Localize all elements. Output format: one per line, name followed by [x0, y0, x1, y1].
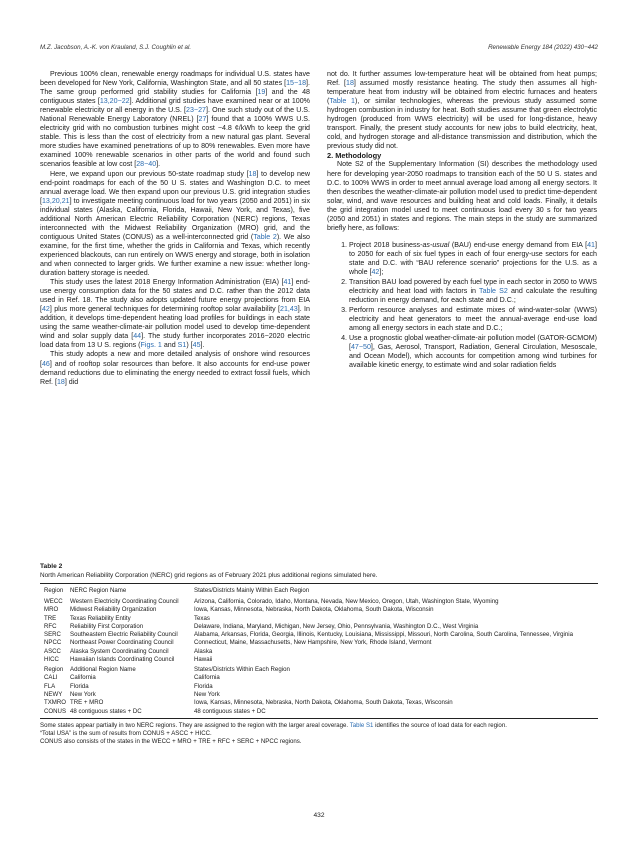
states-cell: California: [194, 674, 220, 682]
text-run: This study adopts a new and more detailed analysis of onshore wind resources [: [40, 350, 310, 368]
text-run: ]. Additional grid studies have examined near or at 100% renewable electricity or all energy in the U.S. [: [40, 97, 310, 115]
subheader-cell: Region: [44, 666, 64, 674]
text-run: ] assumed mostly resistance heating. The study then assumes all high-temperature heat from industry will be obtained from electric furnaces and heaters (: [327, 79, 597, 106]
citation-link[interactable]: 41: [587, 240, 595, 249]
text-run: Previous 100% clean, renewable energy roadmaps for individual U.S. states have been developed for New York, California, Washington State, and all 50 states [: [40, 70, 310, 88]
text-run: ]. The study further incorporates 2016−2020 electric load data from 13 U S. regions (: [40, 332, 310, 350]
citation-link[interactable]: 47−50: [350, 343, 371, 352]
table-row: [40, 623, 598, 631]
citation-link[interactable]: 42: [41, 305, 50, 314]
text-run: Some states appear partially in two NERC regions. They are assigned to the region with the larger areal coverage.: [40, 721, 350, 729]
text-run: Use a prognostic global weather-climate-air pollution model (GATOR-GCMOM)[: [349, 334, 597, 352]
citation-link[interactable]: 21,43: [280, 305, 298, 314]
column-header: NERC Region Name: [70, 587, 127, 594]
citation-link[interactable]: 19: [257, 88, 266, 97]
citation-link[interactable]: 18: [248, 169, 257, 178]
states-cell: Alaska: [194, 647, 213, 655]
states-cell: Iowa, Kansas, Minnesota, Nebraska, North Dakota, Oklahoma, South Dakota, Wisconsin: [194, 606, 434, 614]
text-run: ], Gas, Aerosol, Transport, Radiation, General Circulation, Mesoscale, and Ocean Model), which accounts for competition among wind turbines for available kinetic energy, to estimate wind and solar radiation fields: [349, 343, 597, 370]
text-run: ].: [156, 160, 161, 169]
region-name-cell: Florida: [70, 682, 89, 690]
table-row: [40, 691, 598, 699]
table-2: [40, 563, 598, 746]
text-run: identifies the source of load data for each region.: [373, 721, 507, 729]
region-code-cell: HICC: [44, 656, 59, 664]
table-row: [40, 631, 598, 639]
text-run: as-usual: [422, 240, 450, 249]
text-run: Perform resource analyses and estimate mixes of wind-water-solar (WWS) electricity and heat generators to meet the annual-average end-use load among all energy sectors in each state and D.C.;: [349, 306, 597, 333]
citation-link[interactable]: 42: [371, 267, 380, 276]
region-name-cell: Northeast Power Coordinating Council: [70, 639, 174, 647]
section-title: 2. Methodology: [327, 151, 382, 161]
text-run: “Total USA” is the sum of results from CONUS + ASCC + HICC.: [40, 729, 212, 737]
text-run: ). We also examine, for the first time, whether the grids in California and Texas, which recently experienced blackouts, can run entirely on WWS energy and storage, both in isolation and when connected to larger grids. We further examine a new issue: whether long-duration battery storage is needed.: [40, 232, 310, 278]
region-code-cell: NPCC: [44, 639, 62, 647]
table-note: [40, 730, 598, 738]
citation-link[interactable]: 15−18: [286, 79, 307, 88]
table-body: [40, 674, 598, 715]
text-run: ) [: [186, 341, 193, 350]
text-run: ] to develop new end-point roadmaps for each of the 50 U S. states and Washington D.C. to meet annual average load. We then expand upon our previous U.S. grid integration studies [: [40, 169, 311, 205]
region-code-cell: CONUS: [44, 707, 67, 715]
header-journal: Renewable Energy 184 (2022) 430−442: [488, 44, 598, 51]
table-note: [40, 738, 598, 746]
citation-link[interactable]: 18: [56, 377, 65, 386]
table-row: [40, 614, 598, 622]
text-run: ]. The same group performed grid stability studies for California [: [40, 79, 310, 97]
list-item: [349, 334, 597, 370]
citation-link[interactable]: Table S2: [479, 287, 508, 296]
states-cell: Iowa, Kansas, Minnesota, Nebraska, North Dakota, Oklahoma, South Dakota, Texas, Wisconsin: [194, 699, 453, 707]
region-code-cell: TXMRO: [44, 699, 67, 707]
region-name-cell: TRE + MRO: [70, 699, 104, 707]
region-code-cell: NEWY: [44, 690, 63, 698]
table-subheader-row: [40, 664, 598, 674]
paragraph: [40, 350, 310, 386]
text-run: ]. In addition, it develops time-dependent heating load profiles for buildings in each state using the same weather-climate-air pollution model used to develop time-dependent wind and solar supply data [: [40, 305, 310, 341]
text-run: Transition BAU load powered by each fuel type in each sector in 2050 to WWS electricity and heat load with factors in: [349, 278, 597, 296]
region-code-cell: WECC: [44, 598, 63, 605]
region-name-cell: Reliability First Corporation: [70, 622, 144, 630]
table-label: Table 2: [40, 563, 63, 570]
page-number: 432: [313, 812, 325, 819]
text-run: (BAU) end-use energy demand from EIA [: [449, 240, 588, 249]
region-code-cell: TRE: [44, 614, 57, 622]
citation-link[interactable]: 13,20−22: [99, 97, 130, 106]
region-name-cell: New York: [70, 690, 96, 698]
states-cell: Hawaii: [194, 656, 213, 664]
citation-link[interactable]: 44: [133, 332, 142, 341]
region-name-cell: Midwest Reliability Organization: [70, 606, 157, 614]
table-row: [40, 682, 598, 690]
table-row: [40, 639, 598, 647]
states-cell: Texas: [194, 614, 210, 622]
region-code-cell: MRO: [44, 606, 59, 614]
region-name-cell: California: [70, 674, 96, 682]
nerc-regions-table: [40, 584, 598, 716]
text-run: ]. One such study out of the U.S. National Renewable Energy Laboratory (NREL) [: [40, 106, 310, 124]
table-note: [40, 722, 598, 730]
table-row: [40, 707, 598, 715]
table-bottom-rule: [40, 718, 598, 719]
region-code-cell: FLA: [44, 682, 56, 690]
states-cell: Alabama, Arkansas, Florida, Georgia, Illinois, Kentucky, Louisiana, Mississippi, Missouri, North Carolina, South Carolina, Tennessee, Virginia: [194, 631, 574, 639]
column-header: States/Districts Mainly Within Each Region: [194, 587, 310, 594]
table-row: [40, 598, 598, 606]
region-name-cell: Hawaiian Islands Coordinating Council: [70, 656, 175, 664]
paragraph: [40, 170, 310, 279]
citation-link[interactable]: Figs. 1: [140, 341, 162, 350]
table-caption: North American Reliability Corporation (NERC) grid regions as of February 2021 plus additional regions simulated here.: [40, 572, 378, 579]
methodology-steps: [327, 241, 597, 371]
text-run: ] to 2050 for each of six fuel types in each of four energy-use sectors for each state and D.C. with “BAU reference scenario” projections for the U.S. as a whole [: [349, 240, 597, 276]
region-name-cell: Texas Reliability Entity: [70, 614, 131, 622]
text-run: Note S2 of the Supplementary Information (SI) describes the methodology used here for developing year-2050 roadmaps to transition each of the 50 U S. states and D.C. to 100% WWS in order to meet annual average load among all energy sectors. It then describes the weather-climate-air pollution model used to predict time-dependent solar, wind, and wave resources and building heat and cold loads. Finally, it details the grid integration model used to meet continuous load every 30 s for two years (2050 and 2051) in states and regions. The main steps in the study are summarized briefly here, as follows:: [327, 160, 597, 232]
subheader-cell: Additional Region Name: [70, 666, 136, 674]
region-name-cell: Alaska System Coordinating Council: [70, 647, 169, 655]
text-run: ].: [200, 341, 205, 350]
text-run: and calculate the resulting reduction in energy demand, for each state and D.C.;: [349, 287, 597, 305]
text-run: not do. It further assumes low-temperature heat will be obtained from heat pumps; Ref. [: [327, 70, 597, 88]
citation-link[interactable]: 41: [283, 278, 292, 287]
citation-link[interactable]: 46: [41, 359, 50, 368]
running-header: [40, 44, 598, 56]
region-code-cell: SERC: [44, 631, 61, 639]
citation-link[interactable]: 13,20,21: [41, 196, 70, 205]
region-code-cell: ASCC: [44, 647, 61, 655]
text-run: This study uses the latest 2018 Energy Information Administration (EIA) [: [50, 278, 284, 287]
citation-link[interactable]: 27: [198, 115, 207, 124]
paragraph: [40, 278, 310, 350]
table-row: [40, 606, 598, 614]
text-run: Project 2018 business-: [349, 240, 423, 249]
table-body: [40, 598, 598, 664]
table-header-row: [40, 584, 598, 598]
list-item: [349, 306, 597, 333]
states-cell: Delaware, Indiana, Maryland, Michigan, New Jersey, Ohio, Pennsylvania, Washington D.C., West Virginia: [194, 622, 479, 630]
subheader-cell: States/Districts Within Each Region: [194, 666, 290, 674]
states-cell: Arizona, California, Colorado, Idaho, Montana, Nevada, New Mexico, Oregon, Utah, Washington State, Wyoming: [194, 598, 499, 605]
paragraph: [40, 70, 310, 170]
text-run: ] and of rooftop solar resources than before. It also accounts for end-use power demand reductions due to eliminating the energy needed to extract fossil fuels, which Ref. [: [40, 359, 310, 386]
region-code-cell: CALI: [44, 674, 58, 682]
citation-link[interactable]: S1: [177, 341, 187, 350]
table-row: [40, 647, 598, 655]
states-cell: Florida: [194, 682, 213, 690]
states-cell: 48 contiguous states + DC: [194, 707, 266, 715]
text-run: ] end-use energy consumption data for the 50 states and D.C. rather than the 2012 data used in Ref. 18. The study also adopts updated future energy projections from EIA [: [40, 278, 310, 314]
table-row: [40, 674, 598, 682]
region-name-cell: Western Electricity Coordinating Council: [70, 598, 179, 605]
states-cell: New York: [194, 690, 220, 698]
region-name-cell: Southeastern Electric Reliability Council: [70, 631, 178, 639]
text-run: Here, we expand upon our previous 50-state roadmap study [: [50, 169, 249, 178]
table-row: [40, 656, 598, 664]
states-cell: Connecticut, Maine, Massachusetts, New Hampshire, New York, Rhode Island, Vermont: [194, 639, 432, 647]
text-run: ), or similar technologies, whereas the previous study assumed some hydrogen combustion in industry for heat. Both studies assume that green electrolytic hydrogen (produced from WWS electricity) will be used for long-distance, heavy transport. Finally, the present study accounts for new jobs to build electricity, heat, cold, and hydrogen storage and all-distance transmission and distribution, which the previous study did not.: [327, 97, 597, 151]
table-notes: [40, 722, 598, 747]
citation-link[interactable]: Table 1: [329, 97, 355, 106]
citation-link[interactable]: Table 2: [253, 232, 277, 241]
left-column: [40, 70, 310, 387]
text-run: ] did: [64, 377, 79, 386]
citation-link[interactable]: 28−40: [136, 160, 157, 169]
citation-link[interactable]: 23−27: [186, 106, 206, 115]
list-item: [349, 278, 597, 305]
region-code-cell: RFC: [44, 622, 57, 630]
text-run: ] to investigate meeting continuous load for two years (2050 and 2051) in six individual states (Alaska, California, Florida, Hawaii, New York, and Texas), five additional North American Electric Reliability Corporation (NERC) regions, Texas interconnected with the Midwest Reliability Organization (MRO) grid, and the contiguous United States (CONUS) as a well-interconnected grid (: [40, 196, 310, 241]
table-row: [40, 699, 598, 707]
text-run: ] and the 48 contiguous states [: [40, 88, 310, 106]
citation-link[interactable]: 45: [192, 341, 201, 350]
header-authors: M.Z. Jacobson, A.-K. von Krauland, S.J. Coughlin et al.: [40, 44, 192, 51]
citation-link[interactable]: 18: [346, 79, 354, 88]
region-name-cell: 48 contiguous states + DC: [70, 707, 142, 715]
column-header: Region: [44, 587, 64, 594]
right-column: [327, 70, 597, 372]
text-run: ] found that a 100% WWS U.S. electricity grid with no combustion turbines might cost −4.8 ¢/kWh to keep the grid stable. This is less than the cost of electricity from a new natural gas plant. Several more studies have examined penetrations of up to 80% renewables. Even more have examined 100% renewable scenarios in other parts of the world and found such scenarios feasible at low cost [: [40, 115, 310, 169]
paragraph: [327, 70, 597, 151]
citation-link[interactable]: Table S1: [349, 721, 374, 729]
text-run: ];: [379, 267, 384, 276]
text-run: ] plus more general techniques for determining rooftop solar availability [: [49, 305, 280, 314]
paragraph: [327, 160, 597, 232]
text-run: and: [161, 341, 178, 350]
text-run: CONUS also consists of the states in the WECC + MRO + TRE + RFC + SERC + NPCC regions.: [40, 737, 302, 745]
list-item: [349, 241, 597, 277]
